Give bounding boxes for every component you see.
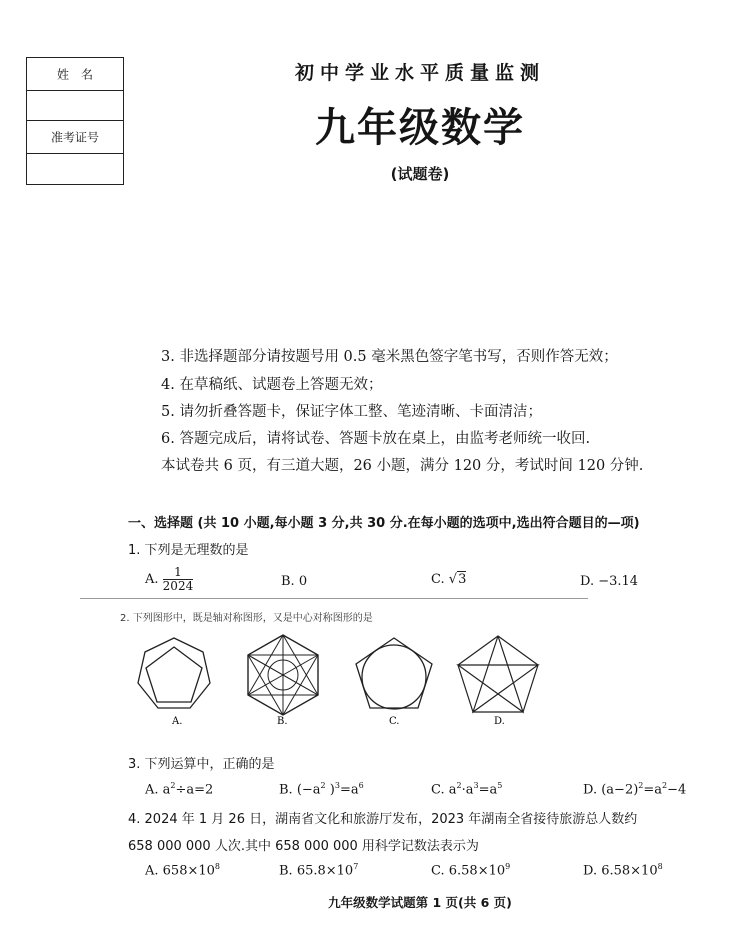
q2-label-d: D. — [494, 716, 505, 727]
q3-c-exp2: 3 — [473, 781, 479, 790]
q3-b-mid: ) — [325, 782, 335, 798]
q4-option-c — [431, 862, 510, 878]
q1-option-c — [431, 572, 466, 587]
notice-3: 3. 非选择题部分请按题号用 0.5 毫米黑色签字笔书写，否则作答无效； — [161, 349, 618, 365]
name-label: 姓 名 — [56, 67, 93, 82]
q3-c-pre: a — [444, 782, 457, 798]
q3-option-a — [145, 781, 213, 797]
q4-option-b — [279, 862, 358, 878]
q1-option-b: B. 0 — [281, 574, 308, 589]
q4-a-pre: A. 658×10 — [145, 863, 215, 879]
q3-b-pre: (−a — [292, 782, 321, 798]
q2-figure-d — [458, 636, 538, 712]
q1-a-fraction — [163, 566, 194, 593]
q3-a-pre: a — [158, 782, 171, 798]
q1-option-a — [145, 566, 193, 593]
exam-kicker: 初中学业水平质量监测 — [294, 62, 545, 84]
q4-stem-line2: 658 000 000 人次.其中 658 000 000 用科学记数法表示为 — [128, 839, 479, 854]
q3-stem: 3. 下列运算中，正确的是 — [128, 757, 275, 772]
q2-figure-c — [356, 638, 432, 709]
section-1-heading: 一、选择题 (共 10 小题,每小题 3 分,共 30 分.在每小题的选项中,选出符合题目的—项) — [128, 516, 640, 531]
q4-d-pre: D. 6.58×10 — [583, 863, 658, 879]
q3-a-exp1: 2 — [170, 781, 176, 790]
q4-d-exp: 8 — [657, 862, 663, 871]
q1-c-sqrt: √ — [448, 572, 458, 587]
exam-title: 九年级数学 — [315, 105, 525, 151]
q3-c-post: =a — [478, 782, 498, 798]
q3-d-mid: =a — [643, 782, 663, 798]
q1-a-letter: A. — [145, 572, 159, 587]
q3-c-letter: C. — [431, 782, 445, 798]
q3-d-exp2: 2 — [662, 781, 668, 790]
q3-option-b — [279, 781, 364, 797]
q3-b-exp2: 3 — [334, 781, 340, 790]
page-footer: 九年级数学试题第 1 页(共 6 页) — [328, 895, 512, 910]
scan-divider — [80, 598, 588, 599]
notice-5: 5. 请勿折叠答题卡，保证字体工整、笔迹清晰、卡面清洁； — [161, 404, 542, 420]
q4-option-d — [583, 862, 663, 878]
q1-stem: 1. 下列是无理数的是 — [128, 543, 249, 558]
q1-option-d: D. −3.14 — [580, 574, 639, 589]
exam-subtitle: (试题卷) — [390, 165, 450, 183]
q4-option-a — [145, 862, 220, 878]
q2-label-c: C. — [389, 716, 400, 727]
q2-figures — [120, 628, 590, 728]
notice-4: 4. 在草稿纸、试题卷上答题无效； — [161, 377, 383, 393]
q2-label-b: B. — [277, 716, 288, 727]
q3-b-letter: B. — [279, 782, 293, 798]
q3-d-pre: (a−2) — [597, 782, 639, 798]
q2-figure-b — [248, 635, 318, 715]
q3-d-exp1: 2 — [638, 781, 644, 790]
q2-label-a: A. — [172, 716, 183, 727]
q4-b-pre: B. 65.8×10 — [279, 863, 354, 879]
q3-b-exp1: 2 — [320, 781, 326, 790]
q1-a-numerator: 1 — [163, 566, 194, 580]
q3-c-exp3: 5 — [497, 781, 503, 790]
q3-a-mid: ÷a=2 — [175, 782, 214, 798]
q2-stem: 2. 下列图形中，既是轴对称图形，又是中心对称图形的是 — [120, 613, 373, 624]
q4-c-pre: C. 6.58×10 — [431, 863, 506, 879]
q4-b-exp: 7 — [353, 862, 359, 871]
q4-c-exp: 9 — [505, 862, 511, 871]
q3-c-exp1: 2 — [456, 781, 462, 790]
notice-6: 6. 答题完成后，请将试卷、答题卡放在桌上，由监考老师统一收回. — [161, 431, 591, 447]
id-label: 准考证号 — [50, 130, 99, 145]
q3-b-post: =a — [339, 782, 359, 798]
q3-option-d — [583, 781, 686, 797]
q1-c-radicand: 3 — [458, 572, 467, 587]
q3-option-c — [431, 781, 502, 797]
q2-figure-a — [138, 638, 210, 708]
q1-c-letter: C. — [431, 572, 445, 587]
q4-stem-line1: 4. 2024 年 1 月 26 日，湖南省文化和旅游厅发布，2023 年湖南全省接待旅游总人数约 — [128, 812, 638, 827]
q3-c-mid: ·a — [461, 782, 474, 798]
q3-d-post: −4 — [667, 782, 687, 798]
q3-b-exp3: 6 — [358, 781, 364, 790]
q1-a-denominator: 2024 — [162, 579, 194, 593]
notice-summary: 本试卷共 6 页，有三道大题，26 小题，满分 120 分，考试时间 120 分钟. — [161, 458, 644, 474]
q3-a-letter: A. — [145, 782, 159, 798]
q4-a-exp: 8 — [214, 862, 220, 871]
q3-d-letter: D. — [583, 782, 598, 798]
